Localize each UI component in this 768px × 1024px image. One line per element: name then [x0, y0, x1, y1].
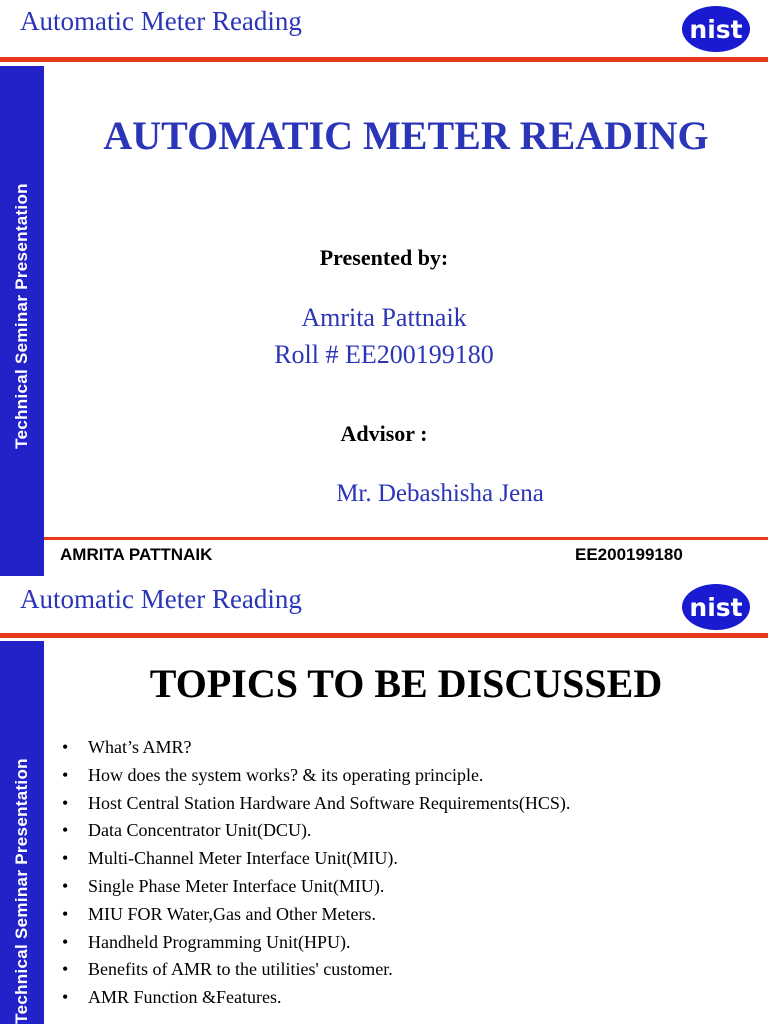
header-divider: [0, 57, 768, 62]
side-label: Technical Seminar Presentation: [12, 183, 31, 449]
footer-roll: EE200199180: [575, 545, 683, 564]
presented-by-label: Presented by:: [319, 245, 449, 270]
roll-number: Roll # EE200199180: [274, 340, 494, 369]
slide-title: AUTOMATIC METER READING: [103, 113, 709, 158]
list-item: • MIU FOR Water,Gas and Other Meters.: [62, 901, 570, 929]
logo-text: nist: [689, 15, 743, 44]
side-bar: [0, 641, 44, 1024]
list-item: • AMR Function &Features.: [62, 984, 570, 1012]
topics-list: [62, 734, 570, 1012]
list-item: • Host Central Station Hardware And Software Requirements(HCS).: [62, 790, 570, 818]
nist-logo: [681, 5, 751, 53]
side-bar: [0, 66, 44, 576]
footer-divider: [44, 537, 768, 540]
slide-title: TOPICS TO BE DISCUSSED: [149, 661, 663, 706]
list-item: • Benefits of AMR to the utilities' customer.: [62, 956, 570, 984]
header-title: Automatic Meter Reading: [20, 584, 302, 614]
list-item: • Multi-Channel Meter Interface Unit(MIU).: [62, 845, 570, 873]
nist-logo: [681, 583, 751, 631]
list-item: • How does the system works? & its operating principle.: [62, 762, 570, 790]
list-item: • Single Phase Meter Interface Unit(MIU).: [62, 873, 570, 901]
topics-slide: [0, 577, 768, 1024]
advisor-name: Mr. Debashisha Jena: [336, 480, 544, 507]
list-item: • Data Concentrator Unit(DCU).: [62, 817, 570, 845]
header-title: Automatic Meter Reading: [20, 6, 302, 36]
header-divider: [0, 633, 768, 638]
side-label: Technical Seminar Presentation: [12, 758, 31, 1024]
presenter-name: Amrita Pattnaik: [301, 303, 467, 332]
list-item: • What’s AMR?: [62, 734, 570, 762]
list-item: • Handheld Programming Unit(HPU).: [62, 929, 570, 957]
logo-text: nist: [689, 593, 743, 622]
footer-author: AMRITA PATTNAIK: [60, 545, 213, 564]
advisor-label: Advisor :: [340, 421, 428, 446]
